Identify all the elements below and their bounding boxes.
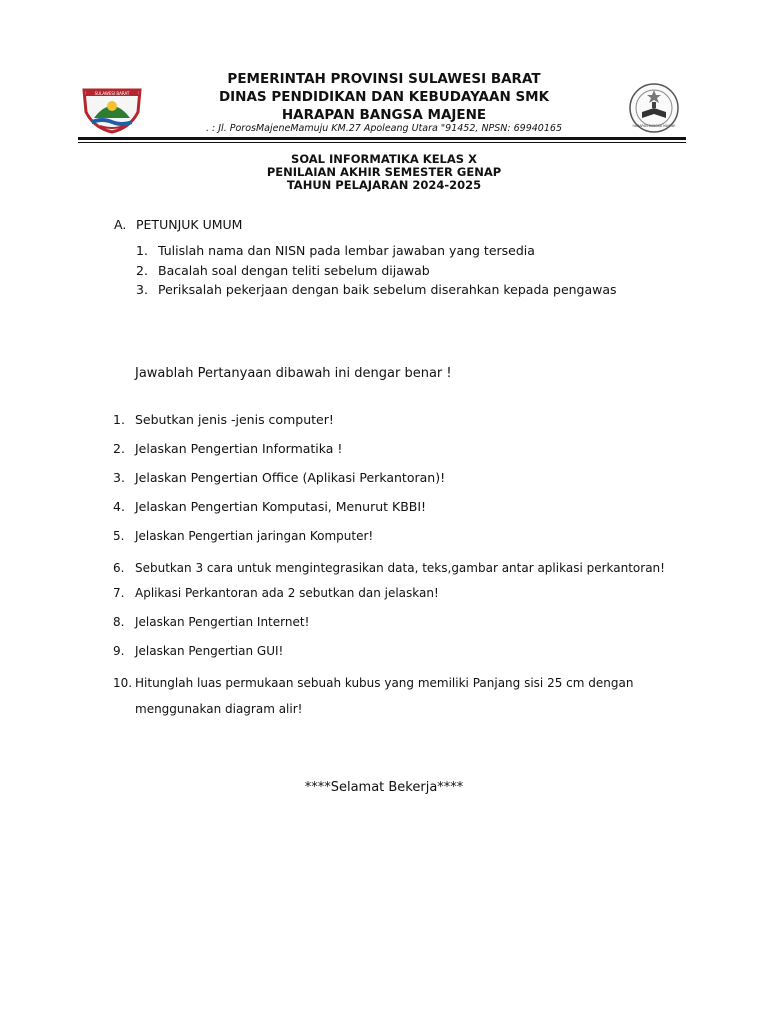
general-instructions-list	[136, 241, 617, 300]
svg-text:HARAPAN BANGSA MAJENE: HARAPAN BANGSA MAJENE	[632, 124, 676, 128]
exam-assessment-title: PENILAIAN AKHIR SEMESTER GENAP	[266, 165, 502, 179]
svg-text:SULAWESI BARAT: SULAWESI BARAT	[94, 91, 130, 96]
section-heading: PETUNJUK UMUM	[136, 217, 243, 232]
question-item	[113, 583, 693, 603]
question-item	[113, 670, 693, 722]
general-instructions-heading	[114, 217, 242, 232]
list-item-number: 3.	[136, 282, 148, 297]
header-address: . : Jl. PorosMajeneMamuju KM.27 Apoleang Utara "91452, NPSN: 69940165	[206, 123, 562, 134]
question-text: Hitunglah luas permukaan sebuah kubus yang memiliki Panjang sisi 25 cm dengan menggunakan diagram alir!	[135, 676, 634, 716]
header-government-line: PEMERINTAH PROVINSI SULAWESI BARAT	[227, 71, 541, 87]
question-item	[113, 641, 693, 661]
question-text: Jelaskan Pengertian jaringan Komputer!	[135, 529, 374, 543]
list-item-text: Bacalah soal dengan teliti sebelum dijawab	[158, 262, 430, 278]
list-item-number: 2.	[136, 262, 148, 278]
question-number: 6.	[113, 561, 125, 575]
header-divider-thin	[78, 142, 686, 143]
question-item	[113, 612, 693, 632]
exam-year-title: TAHUN PELAJARAN 2024-2025	[286, 178, 482, 192]
question-text: Jelaskan Pengertian Informatika !	[135, 441, 343, 456]
question-item	[113, 555, 693, 581]
school-emblem-icon	[622, 82, 686, 134]
list-item-number: 1.	[136, 243, 148, 258]
exam-subject-title: SOAL INFORMATIKA KELAS X	[291, 152, 477, 166]
question-number: 1.	[113, 412, 125, 427]
question-number: 3.	[113, 470, 125, 485]
question-number: 2.	[113, 441, 125, 456]
list-item-text: Periksalah pekerjaan dengan baik sebelum diserahkan kepada pengawas	[158, 282, 617, 297]
header-divider-thick	[78, 137, 686, 140]
question-number: 10.	[113, 676, 133, 690]
question-instruction: Jawablah Pertanyaan dibawah ini dengar benar !	[135, 366, 452, 381]
question-number: 5.	[113, 529, 125, 543]
question-item	[113, 439, 693, 459]
question-text: Sebutkan 3 cara untuk mengintegrasikan data, teks,gambar antar aplikasi perkantoran!	[135, 561, 665, 575]
question-text: Jelaskan Pengertian Office (Aplikasi Perkantoran)!	[135, 470, 446, 485]
question-item	[113, 468, 693, 488]
question-text: Jelaskan Pengertian Komputasi, Menurut KBBI!	[135, 499, 427, 514]
question-number: 7.	[113, 586, 125, 600]
list-item-text: Tulislah nama dan NISN pada lembar jawaban yang tersedia	[158, 243, 535, 258]
closing-message: ****Selamat Bekerja****	[304, 780, 464, 795]
section-marker: A.	[114, 217, 127, 232]
header-school-name: HARAPAN BANGSA MAJENE	[281, 107, 487, 123]
question-text: Jelaskan Pengertian Internet!	[135, 615, 310, 629]
question-text: Sebutkan jenis -jenis computer!	[135, 412, 334, 427]
list-item	[136, 280, 617, 300]
question-text: Jelaskan Pengertian GUI!	[135, 644, 284, 658]
question-number: 8.	[113, 615, 125, 629]
list-item	[136, 261, 617, 281]
header-department-line: DINAS PENDIDIKAN DAN KEBUDAYAAN SMK	[218, 89, 550, 105]
province-emblem-icon	[80, 84, 144, 134]
list-item	[136, 241, 617, 261]
question-number: 9.	[113, 644, 125, 658]
question-item	[113, 526, 693, 546]
question-item	[113, 497, 693, 517]
question-item	[113, 410, 693, 430]
question-text: Aplikasi Perkantoran ada 2 sebutkan dan jelaskan!	[135, 586, 439, 600]
question-number: 4.	[113, 499, 125, 514]
question-list	[113, 410, 693, 731]
